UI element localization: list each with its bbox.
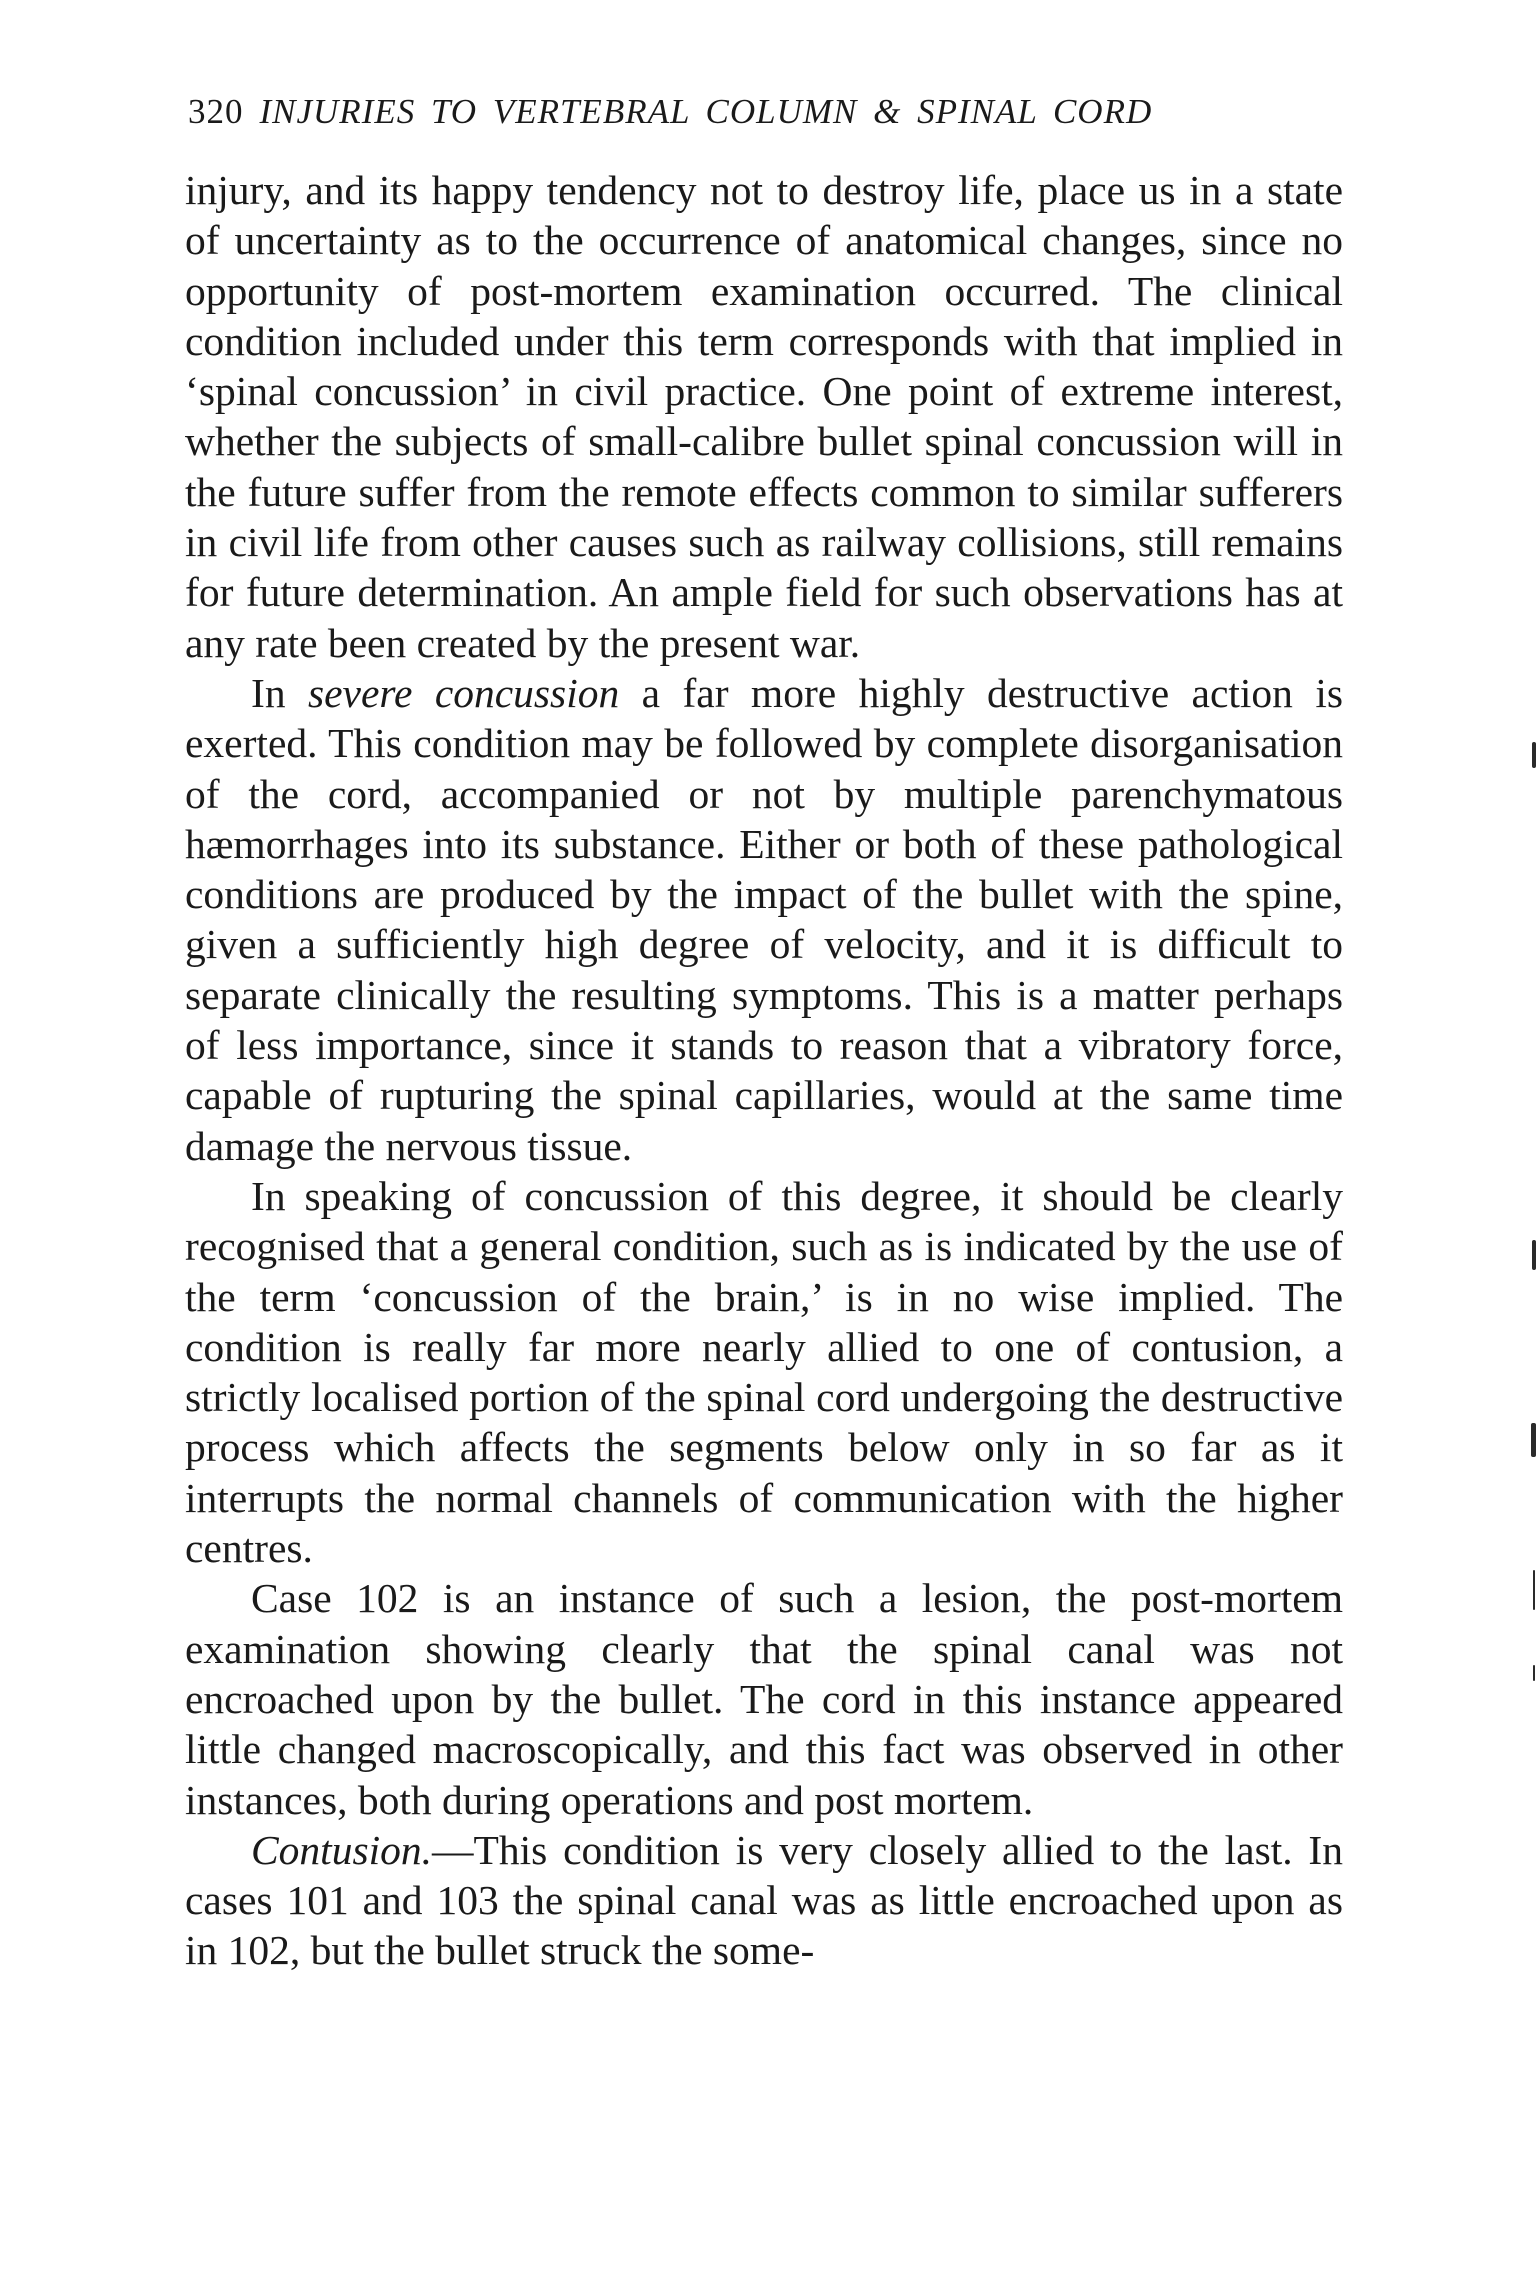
paragraph-lead: In xyxy=(251,669,308,716)
running-title: INJURIES TO VERTEBRAL COLUMN & SPINAL CORD xyxy=(259,92,1153,131)
scan-mark xyxy=(1532,1240,1536,1270)
running-header xyxy=(188,92,1340,132)
scan-mark xyxy=(1531,1423,1536,1457)
paragraph-text: a far more highly destructive action is exerted. This condition may be followed by complete disorganisation of the cord, accompanied or not by multiple parenchymatous hæmorrhages into its substance. Either or both of these pathological conditions are produced by the impact of the bullet with the spine, given a sufficiently high degree of velocity, and it is difficult to separate clinically the resulting symptoms. This is a matter perhaps of less importance, since it stands to reason that a vibratory force, capable of rupturing the spinal capillaries, would at the same time damage the nervous tissue. xyxy=(185,669,1344,1169)
paragraph-continued xyxy=(185,165,1343,668)
scan-mark xyxy=(1532,742,1536,768)
scan-mark xyxy=(1533,1665,1535,1681)
paragraph-text: —This condition is very closely allied to the last. In cases 101 and 103 the spinal canal was as little encroached upon as in 102, but the bullet struck the some- xyxy=(185,1826,1343,1974)
page-number: 320 xyxy=(188,92,244,131)
paragraph-text: injury, and its happy tendency not to destroy life, place us in a state of uncertainty as to the occurrence of anatomical changes, since no opportunity of post-mortem examination occurred. The clinical condition included under this term corresponds with that implied in ‘spinal concussion’ in civil practice. One point of extreme interest, whether the subjects of small-calibre bullet spinal concussion will in the future suffer from the remote effects common to similar sufferers in civil life from other causes such as railway collisions, still remains for future determination. An ample field for such observations has at any rate been created by the present war. xyxy=(185,167,1343,666)
paragraph-concussion-degree xyxy=(185,1171,1343,1573)
scan-mark xyxy=(1533,1570,1535,1610)
section-heading-contusion: Contusion. xyxy=(251,1826,433,1873)
emphasis-term: severe concussion xyxy=(307,669,620,716)
paragraph-severe-concussion xyxy=(185,668,1343,1171)
paragraph-contusion xyxy=(185,1825,1343,1976)
paragraph-text: In speaking of concussion of this degree, it should be clearly recognised that a general condition, such as is indicated by the use of the term ‘concussion of the brain,’ is in no wise implied. The condition is really far more nearly allied to one of contusion, a strictly localised portion of the spinal cord undergoing the destructive process which affects the segments below only in so far as it interrupts the normal channels of communication with the higher centres. xyxy=(185,1172,1343,1572)
paragraph-case-102 xyxy=(185,1573,1343,1824)
paragraph-text: Case 102 is an instance of such a lesion, the post-mortem examination showing clearly that the spinal canal was not encroached upon by the bullet. The cord in this instance appeared little changed macroscopically, and this fact was observed in other instances, both during operations and post mortem. xyxy=(185,1575,1343,1823)
body-text xyxy=(185,165,1343,1976)
